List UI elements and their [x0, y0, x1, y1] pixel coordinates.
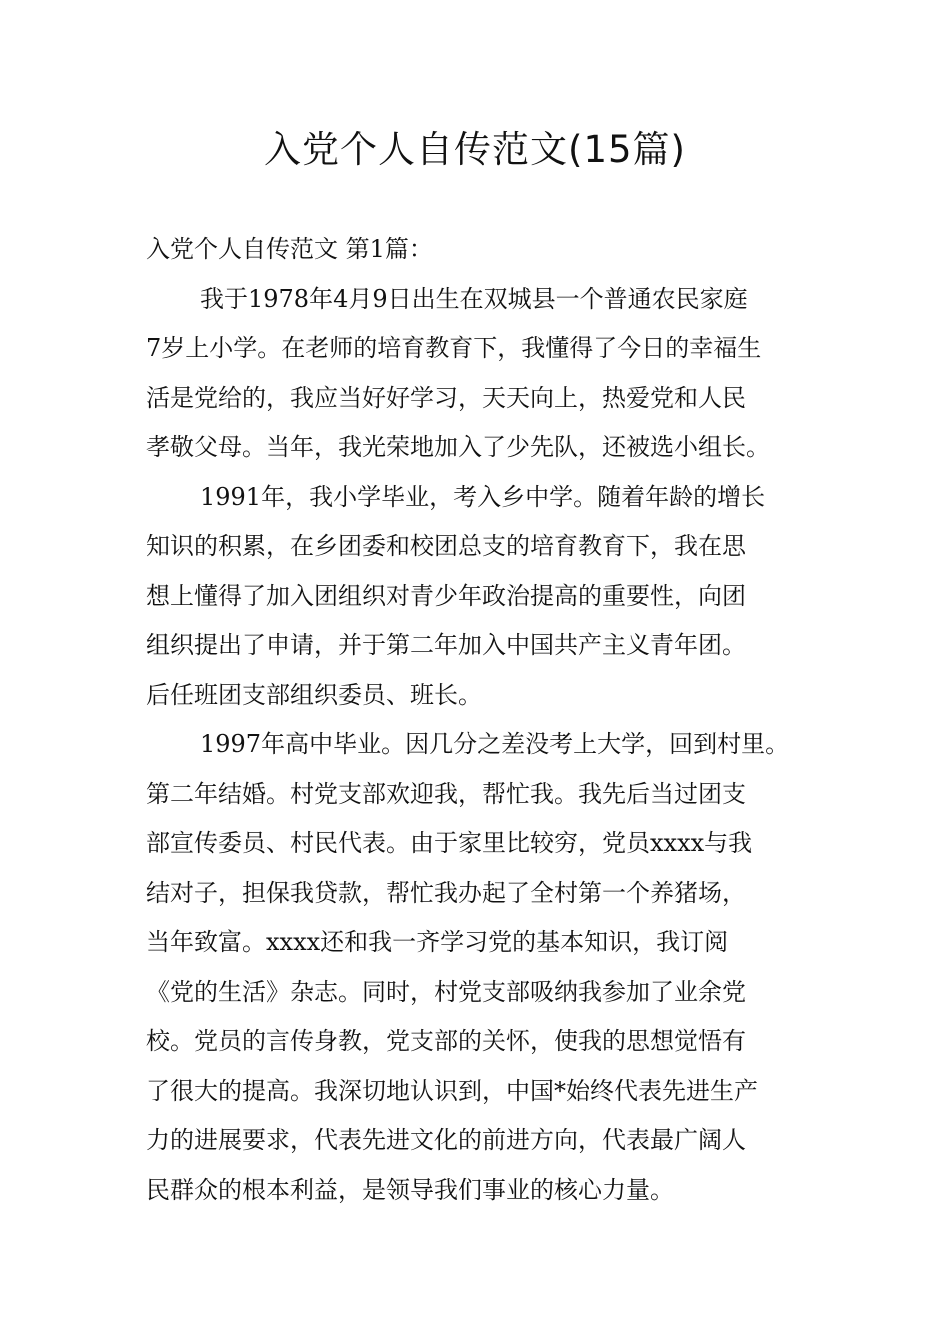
text-line: 后任班团支部组织委员、班长。	[146, 680, 482, 709]
text-line: 组织提出了申请，并于第二年加入中国共产主义青年团。	[146, 631, 746, 659]
paragraph-lines	[146, 275, 846, 1216]
text-line: 第二年结婚。村党支部欢迎我，帮忙我。我先后当过团支	[146, 779, 746, 808]
text-line: 力的进展要求，代表先进文化的前进方向，代表最广阔人	[146, 1126, 746, 1154]
text-line: 民群众的根本利益，是领导我们事业的核心力量。	[146, 1175, 674, 1204]
text-line: 当年致富。xxxx还和我一齐学习党的基本知识，我订阅	[146, 928, 729, 956]
text-line: 了很大的提高。我深切地认识到，中国*始终代表先进生产	[146, 1076, 758, 1105]
section-heading: 入党个人自传范文 第1篇：	[146, 235, 433, 263]
text-line: 7岁上小学。在老师的培育教育下，我懂得了今日的幸福生	[146, 334, 762, 362]
text-line: 部宣传委员、村民代表。由于家里比较穷，党员xxxx与我	[146, 829, 753, 857]
text-line: 想上懂得了加入团组织对青少年政治提高的重要性，向团	[146, 581, 746, 610]
text-line: 活是党给的，我应当好好学习，天天向上，热爱党和人民	[146, 383, 746, 412]
text-line: 1991年，我小学毕业，考入乡中学。随着年龄的增长	[200, 482, 766, 511]
text-line: 孝敬父母。当年，我光荣地加入了少先队，还被选小组长。	[146, 433, 770, 461]
text-line: 校。党员的言传身教，党支部的关怀，使我的思想觉悟有	[146, 1027, 746, 1055]
text-line: 结对子，担保我贷款，帮忙我办起了全村第一个养猪场，	[146, 878, 746, 907]
text-line: 1997年高中毕业。因几分之差没考上大学，回到村里。	[200, 730, 790, 758]
document-title: 入党个人自传范文(15篇)	[264, 128, 686, 171]
document-body	[146, 225, 846, 1215]
text-line: 《党的生活》杂志。同时，村党支部吸纳我参加了业余党	[146, 977, 746, 1006]
text-line: 知识的积累，在乡团委和校团总支的培育教育下，我在思	[146, 532, 746, 560]
text-line: 我于1978年4月9日出生在双城县一个普通农民家庭	[200, 284, 748, 313]
